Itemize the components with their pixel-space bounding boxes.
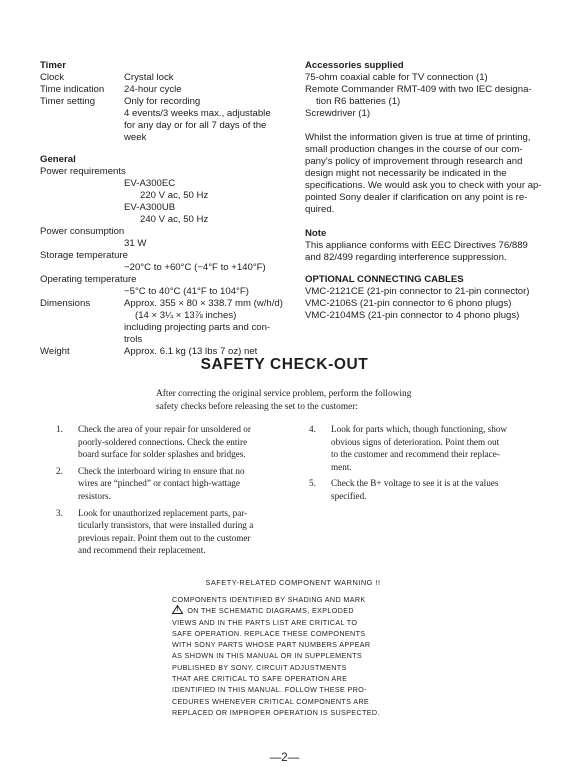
warning-line-with-symbol <box>172 605 398 616</box>
disclaimer-line: pointed Sony dealer if clarification on any point is re- <box>305 192 528 203</box>
spec-value-line: including projecting parts and con- <box>124 322 271 333</box>
cable-line: VMC-2104MS (21-pin connector to 4 phono plugs) <box>305 310 520 321</box>
storage-temperature-label: Storage temperature <box>40 250 128 261</box>
power-requirements-label: Power requirements <box>40 166 126 177</box>
safety-list-left <box>56 423 278 561</box>
warning-line: PUBLISHED BY SONY. CIRCUIT ADJUSTMENTS <box>172 662 347 672</box>
accessory-line: tion R6 batteries (1) <box>316 96 401 107</box>
accessory-line: Screwdriver (1) <box>305 108 371 119</box>
safety-item-5 <box>309 477 535 502</box>
model-ec: EV-A300EC <box>124 178 176 189</box>
accessories-heading: Accessories supplied <box>305 60 404 71</box>
warning-line: COMPONENTS IDENTIFIED BY SHADING AND MARK <box>172 595 366 604</box>
warning-triangle-icon <box>172 605 183 614</box>
item-line: ment. <box>331 461 352 472</box>
item-line: previous repair. Point them out to the customer <box>78 532 251 543</box>
spec-value: Only for recording <box>124 96 201 107</box>
item-line: Look for unauthorized replacement parts, par- <box>78 507 248 518</box>
item-line: board surface for solder splashes and bridges. <box>78 449 246 460</box>
spec-row-timer-setting <box>40 96 292 108</box>
disclaimer-line: Whilst the information given is true at time of printing, <box>305 132 531 143</box>
warning-text <box>172 594 398 718</box>
power-ec: 220 V ac, 50 Hz <box>140 190 209 201</box>
cable-line: VMC-2121CE (21-pin connector to 21-pin connector) <box>305 286 530 297</box>
disclaimer-line: small production changes in the course of our com- <box>305 144 523 155</box>
warning-line: REPLACED OR IMPROPER OPERATION IS SUSPECTED. <box>172 707 380 717</box>
disclaimer-line: design might not necessarily be indicated in the <box>305 168 507 179</box>
warning-triangle-mark: ! <box>176 607 179 614</box>
spec-value-line: 4 events/3 weeks max., adjustable <box>124 108 271 119</box>
safety-intro <box>156 388 486 413</box>
spec-value-line: trols <box>124 334 143 345</box>
note-heading: Note <box>305 228 327 239</box>
warning-line: AS SHOWN IN THIS MANUAL OR IN SUPPLEMENTS <box>172 651 363 661</box>
item-number: 2. <box>56 465 63 476</box>
item-number: 1. <box>56 424 63 434</box>
power-ub: 240 V ac, 50 Hz <box>140 214 209 225</box>
item-number: 4. <box>309 424 316 434</box>
item-line: obvious signs of deterioration. Point them out <box>331 436 500 447</box>
cable-line: VMC-2106S (21-pin connector to 6 phono plugs) <box>305 298 512 309</box>
safety-item-3 <box>56 507 278 557</box>
spec-row-time-indication <box>40 84 292 96</box>
power-consumption-value: 31 W <box>124 238 147 249</box>
power-consumption-label: Power consumption <box>40 226 125 237</box>
accessory-line: Remote Commander RMT-409 with two IEC designa- <box>305 84 532 95</box>
item-line: to the customer and recommend their replace- <box>331 449 500 460</box>
spec-value: Approx. 6.1 kg (13 lbs 7 oz) net <box>124 346 258 357</box>
spec-label: Timer setting <box>40 96 96 107</box>
disclaimer-line: pany’s policy of improvement through research and <box>305 156 523 167</box>
spec-value: 24-hour cycle <box>124 84 182 95</box>
safety-item-2 <box>56 465 278 503</box>
storage-temperature-value: −20°C to +60°C (−4°F to +140°F) <box>124 262 266 273</box>
page-number: —2— <box>269 752 300 764</box>
spec-label: Time indication <box>40 84 105 95</box>
note-line: and 82/499 regarding interference suppression. <box>305 252 507 263</box>
spec-value-line: for any day or for all 7 days of the <box>124 120 267 131</box>
warning-line: THAT ARE CRITICAL TO SAFE OPERATION ARE <box>172 674 348 684</box>
item-line: poorly-soldered connections. Check the entire <box>78 436 248 447</box>
item-line: Check the area of your repair for unsoldered or <box>78 424 251 434</box>
safety-item-1 <box>56 423 278 461</box>
warning-line: VIEWS AND IN THE PARTS LIST ARE CRITICAL TO <box>172 617 358 627</box>
item-line: and recommend their replacement. <box>78 545 206 556</box>
spec-value-line: week <box>124 132 147 143</box>
warning-line: IDENTIFIED IN THIS MANUAL. FOLLOW THESE PRO- <box>172 685 367 695</box>
item-line: Look for parts which, though functioning, show <box>331 424 508 434</box>
spec-value: Crystal lock <box>124 72 174 83</box>
operating-temperature-label: Operating temperature <box>40 274 137 285</box>
spec-label: Dimensions <box>40 298 91 309</box>
spec-label: Clock <box>40 72 64 83</box>
item-line: wires are “pinched” or contact high-wattage <box>78 478 240 489</box>
safety-list-right <box>309 423 535 507</box>
disclaimer-paragraph <box>305 132 545 216</box>
spec-row-clock <box>40 72 292 84</box>
warning-line: ON THE SCHEMATIC DIAGRAMS, EXPLODED <box>187 606 354 616</box>
warning-line: SAFE OPERATION. REPLACE THESE COMPONENTS <box>172 628 366 638</box>
spec-value: Approx. 355 × 80 × 338.7 mm (w/h/d) <box>124 298 283 309</box>
model-ub: EV-A300UB <box>124 202 176 213</box>
safety-item-4 <box>309 423 535 473</box>
item-line: resistors. <box>78 490 111 501</box>
cables-heading: OPTIONAL CONNECTING CABLES <box>305 274 464 285</box>
spec-value-line: (14 × 3¼ × 13⅞ inches) <box>135 310 237 321</box>
operating-temperature-value: −5°C to 40°C (41°F to 104°F) <box>124 286 249 297</box>
disclaimer-line: quired. <box>305 204 335 215</box>
item-number: 5. <box>309 478 316 489</box>
warning-line: CEDURES WHENEVER CRITICAL COMPONENTS ARE <box>172 696 370 706</box>
item-line: Check the B+ voltage to see it is at the values <box>331 478 499 489</box>
safety-checkout-title: SAFETY CHECK-OUT <box>200 356 369 373</box>
disclaimer-line: specifications. We would ask you to check with your ap- <box>305 180 542 191</box>
warning-title: SAFETY-RELATED COMPONENT WARNING !! <box>205 578 381 587</box>
specs-right-column <box>305 60 545 322</box>
intro-line: safety checks before releasing the set to the customer: <box>156 401 359 412</box>
spec-row-dimensions <box>40 298 292 310</box>
specs-left-column <box>40 60 292 358</box>
general-heading: General <box>40 154 76 165</box>
spec-label: Weight <box>40 346 70 357</box>
note-line: This appliance conforms with EEC Directives 76/889 <box>305 240 528 251</box>
timer-heading: Timer <box>40 60 66 71</box>
intro-line: After correcting the original service problem, perform the following <box>156 389 412 399</box>
item-line: ticularly transistors, that were installed during a <box>78 520 254 531</box>
item-number: 3. <box>56 507 63 518</box>
item-line: specified. <box>331 490 367 501</box>
warning-line: WITH SONY PARTS WHOSE PART NUMBERS APPEAR <box>172 640 371 650</box>
item-line: Check the interboard wiring to ensure that no <box>78 465 245 476</box>
accessory-line: 75-ohm coaxial cable for TV connection (1) <box>305 72 488 83</box>
